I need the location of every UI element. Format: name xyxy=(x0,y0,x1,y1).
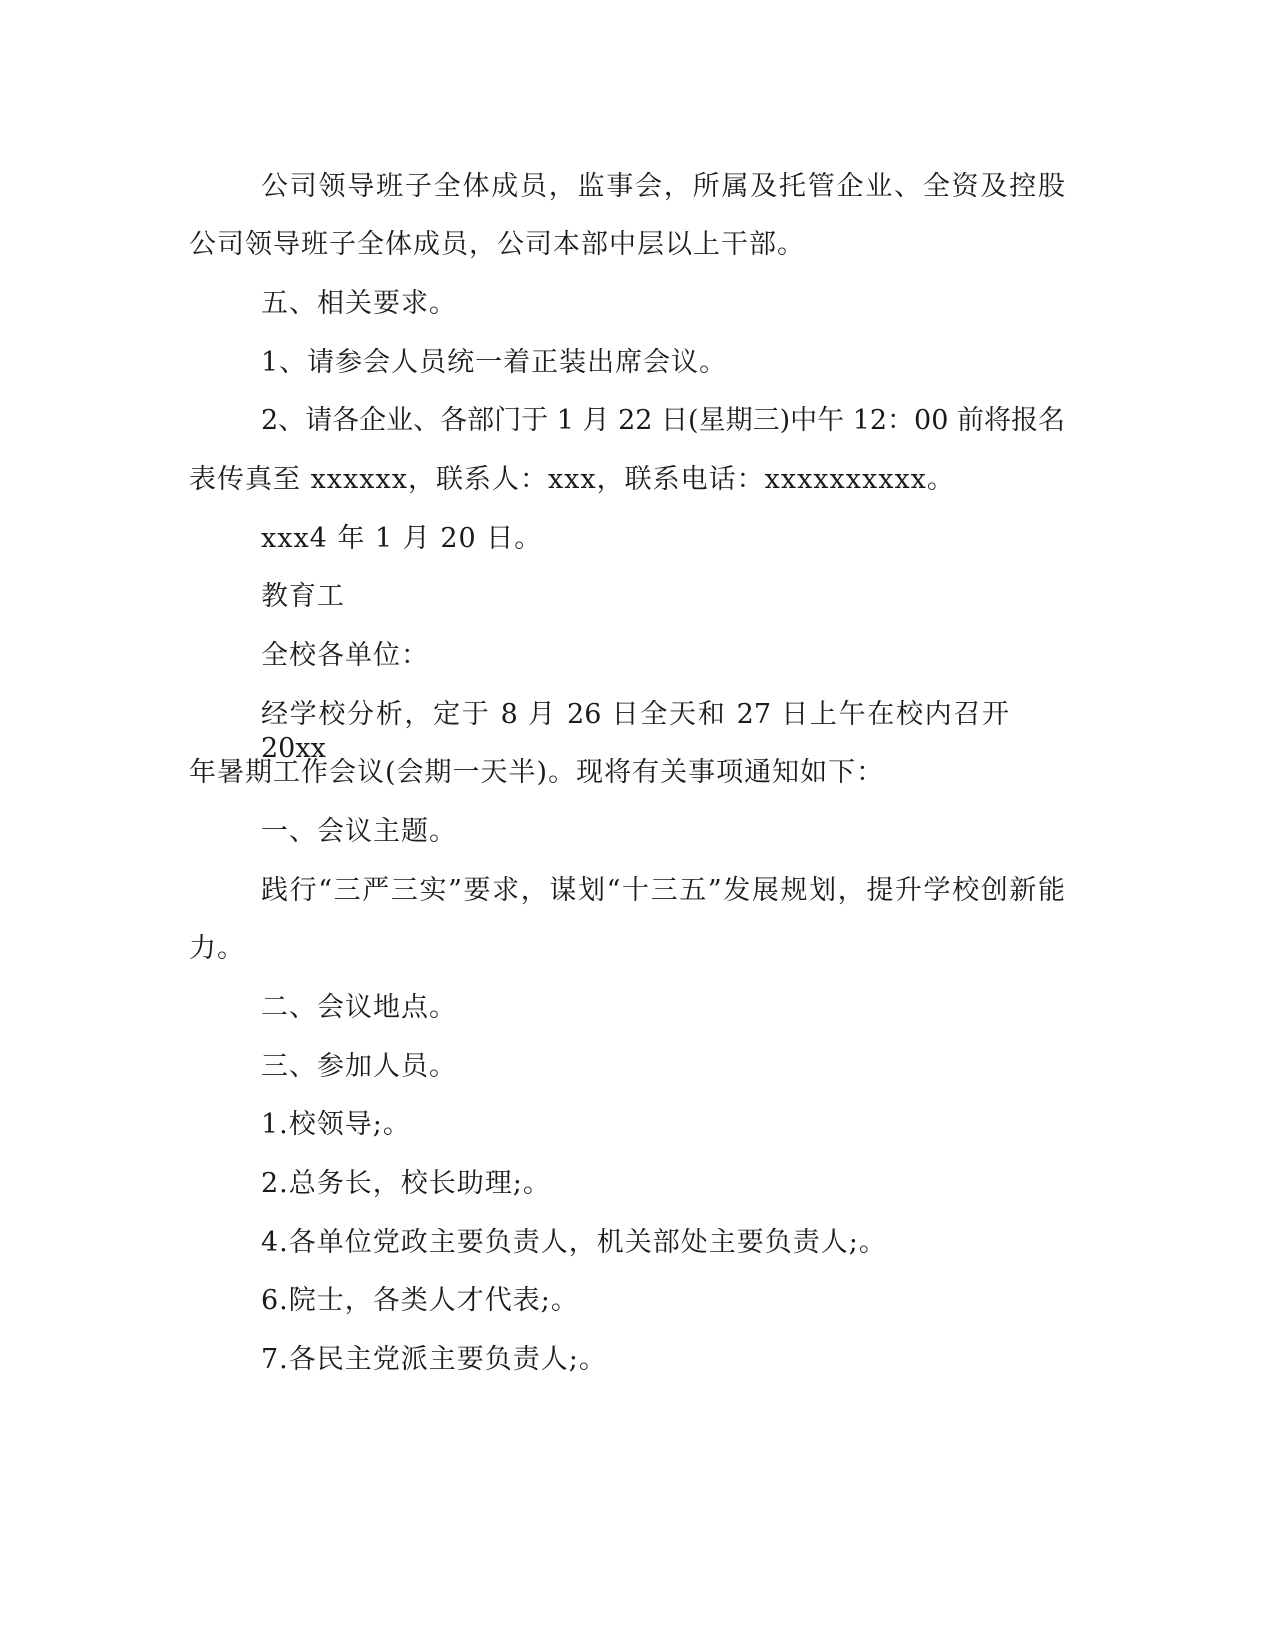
paragraph-line: 践行“三严三实”要求，谋划“十三五”发展规划，提升学校创新能 xyxy=(261,875,1065,906)
section-heading: 三、参加人员。 xyxy=(261,1051,457,1082)
paragraph-line: 公司领导班子全体成员，监事会，所属及托管企业、全资及控股 xyxy=(261,171,1065,202)
date-line: xxx4 年 1 月 20 日。 xyxy=(261,523,543,554)
paragraph-line: 表传真至 xxxxxx，联系人：xxx，联系电话：xxxxxxxxxx。 xyxy=(189,464,955,495)
list-item: 2.总务长，校长助理;。 xyxy=(261,1168,551,1199)
paragraph-line: 经学校分析，定于 8 月 26 日全天和 27 日上午在校内召开 20xx xyxy=(261,699,1009,764)
paragraph-line: 年暑期工作会议(会期一天半)。现将有关事项通知如下： xyxy=(189,757,885,788)
list-item: 2、请各企业、各部门于 1 月 22 日(星期三)中午 12：00 前将报名 xyxy=(261,405,1065,436)
list-item: 6.院士，各类人才代表;。 xyxy=(261,1285,579,1316)
list-item: 1、请参会人员统一着正装出席会议。 xyxy=(261,347,728,378)
list-item: 1.校领导;。 xyxy=(261,1109,411,1140)
salutation: 全校各单位： xyxy=(261,640,429,671)
section-heading: 一、会议主题。 xyxy=(261,816,457,847)
paragraph-line: 力。 xyxy=(189,933,245,964)
paragraph-line: 教育工 xyxy=(261,581,345,612)
section-heading: 五、相关要求。 xyxy=(261,288,457,319)
section-heading: 二、会议地点。 xyxy=(261,992,457,1023)
list-item: 4.各单位党政主要负责人，机关部处主要负责人;。 xyxy=(261,1227,887,1258)
paragraph-line: 公司领导班子全体成员，公司本部中层以上干部。 xyxy=(189,229,805,260)
list-item: 7.各民主党派主要负责人;。 xyxy=(261,1344,607,1375)
